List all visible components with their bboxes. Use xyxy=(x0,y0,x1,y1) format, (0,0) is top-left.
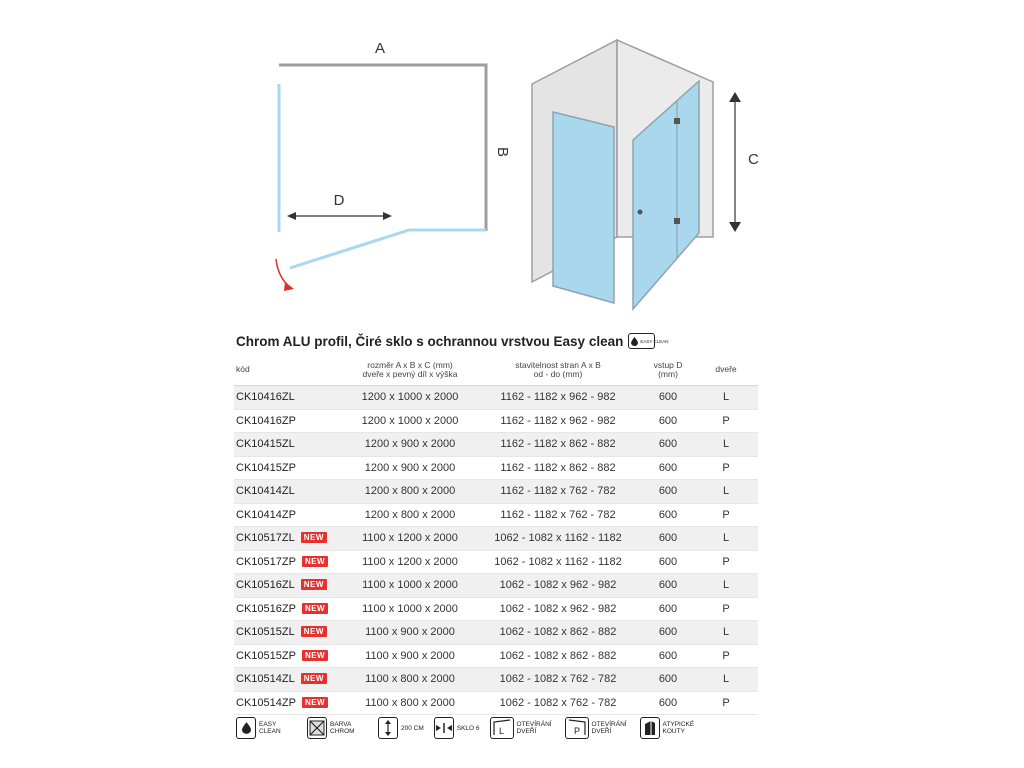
cell-entry: 600 xyxy=(642,480,694,504)
opening-right-icon xyxy=(565,717,589,739)
cell-size: 1100 x 1000 x 2000 xyxy=(346,597,474,621)
dimension-d-arrow-left xyxy=(287,212,296,220)
cell-adjust: 1162 - 1182 x 962 - 982 xyxy=(474,386,642,410)
dimension-c-arrow-top xyxy=(729,92,741,102)
cell-door: P xyxy=(694,597,758,621)
cell-door: P xyxy=(694,409,758,433)
new-badge: NEW xyxy=(302,603,328,614)
door-glass-open xyxy=(290,230,409,268)
table-row xyxy=(234,668,758,692)
header-size xyxy=(346,354,474,386)
product-code: CK10516ZL xyxy=(236,579,295,592)
new-badge: NEW xyxy=(302,556,328,567)
cell-code xyxy=(234,433,346,457)
cell-size: 1200 x 1000 x 2000 xyxy=(346,386,474,410)
product-code: CK10414ZP xyxy=(236,508,296,521)
easy-clean-badge xyxy=(628,333,669,349)
cell-adjust: 1062 - 1082 x 962 - 982 xyxy=(474,597,642,621)
door-swing-arrowhead xyxy=(284,282,294,291)
floor-plan-diagram xyxy=(276,40,511,291)
product-code: CK10515ZL xyxy=(236,626,295,639)
cell-door: L xyxy=(694,386,758,410)
cell-adjust: 1162 - 1182 x 762 - 782 xyxy=(474,503,642,527)
table-title: Chrom ALU profil, Čiré sklo s ochrannou vrstvou Easy clean xyxy=(236,333,624,349)
legend-easy-clean xyxy=(236,717,297,739)
color-chrome-icon xyxy=(307,717,327,739)
header-size-line1: rozměr A x B x C (mm) xyxy=(367,359,453,370)
legend-glass xyxy=(434,717,480,739)
cell-adjust: 1062 - 1082 x 962 - 982 xyxy=(474,574,642,598)
cell-entry: 600 xyxy=(642,574,694,598)
cell-door: L xyxy=(694,668,758,692)
cell-entry: 600 xyxy=(642,527,694,551)
table-row xyxy=(234,480,758,504)
cell-code xyxy=(234,386,346,410)
table-row xyxy=(234,386,758,410)
cell-entry: 600 xyxy=(642,409,694,433)
cell-code xyxy=(234,644,346,668)
cell-size: 1200 x 900 x 2000 xyxy=(346,433,474,457)
table-row xyxy=(234,597,758,621)
product-code: CK10416ZP xyxy=(236,414,296,427)
header-entry xyxy=(642,354,694,386)
label-c: C xyxy=(748,151,759,168)
legend-opening-left-letter: L xyxy=(498,726,504,736)
legend-opening-left xyxy=(490,717,555,739)
cell-size: 1100 x 1200 x 2000 xyxy=(346,527,474,551)
product-code: CK10416ZL xyxy=(236,391,295,404)
cell-size: 1100 x 800 x 2000 xyxy=(346,668,474,692)
cell-size: 1100 x 800 x 2000 xyxy=(346,691,474,715)
cell-size: 1100 x 1000 x 2000 xyxy=(346,574,474,598)
table-row xyxy=(234,527,758,551)
table-row xyxy=(234,433,758,457)
legend-opening-right xyxy=(565,717,630,739)
table-row xyxy=(234,644,758,668)
table-header-row xyxy=(234,354,758,386)
label-d: D xyxy=(333,192,345,209)
legend-label: BARVA CHROM xyxy=(330,721,355,735)
product-code: CK10414ZL xyxy=(236,485,295,498)
cell-adjust: 1062 - 1082 x 1162 - 1182 xyxy=(474,527,642,551)
drop-icon xyxy=(631,337,638,346)
cell-code xyxy=(234,691,346,715)
product-spec-table xyxy=(234,354,758,715)
cell-door: L xyxy=(694,480,758,504)
cell-size: 1100 x 900 x 2000 xyxy=(346,644,474,668)
cell-adjust: 1062 - 1082 x 762 - 782 xyxy=(474,691,642,715)
legend-label: SKLO 6 xyxy=(456,724,480,732)
cell-size: 1100 x 900 x 2000 xyxy=(346,621,474,645)
cell-door: L xyxy=(694,621,758,645)
atypical-corner-icon xyxy=(640,717,660,739)
cell-size: 1200 x 1000 x 2000 xyxy=(346,409,474,433)
door-swing-arrow xyxy=(276,259,291,288)
perspective-diagram xyxy=(532,40,759,309)
cell-door: P xyxy=(694,503,758,527)
cell-code xyxy=(234,527,346,551)
cell-entry: 600 xyxy=(642,597,694,621)
hinge-bottom xyxy=(674,218,680,224)
table-row xyxy=(234,621,758,645)
cell-adjust: 1162 - 1182 x 862 - 882 xyxy=(474,433,642,457)
cell-size: 1200 x 800 x 2000 xyxy=(346,480,474,504)
product-code: CK10514ZL xyxy=(236,673,295,686)
product-diagrams xyxy=(0,0,1024,320)
cell-code xyxy=(234,456,346,480)
height-icon xyxy=(378,717,398,739)
new-badge: NEW xyxy=(301,532,327,543)
dimension-c-arrow-bottom xyxy=(729,222,741,232)
cell-code xyxy=(234,621,346,645)
cell-adjust: 1062 - 1082 x 762 - 782 xyxy=(474,668,642,692)
cell-adjust: 1162 - 1182 x 762 - 782 xyxy=(474,480,642,504)
product-code: CK10415ZP xyxy=(236,461,296,474)
cell-entry: 600 xyxy=(642,503,694,527)
cell-size: 1100 x 1200 x 2000 xyxy=(346,550,474,574)
cell-code xyxy=(234,480,346,504)
legend-opening-right-letter: P xyxy=(573,726,580,736)
cell-entry: 600 xyxy=(642,691,694,715)
cell-entry: 600 xyxy=(642,668,694,692)
label-b: B xyxy=(494,147,511,158)
legend-label: OTEVÍRÁNÍ DVEŘÍ xyxy=(516,721,552,735)
label-a: A xyxy=(374,40,386,57)
cell-adjust: 1162 - 1182 x 962 - 982 xyxy=(474,409,642,433)
cell-entry: 600 xyxy=(642,433,694,457)
cell-entry: 600 xyxy=(642,644,694,668)
legend-label: OTEVÍRÁNÍ DVEŘÍ xyxy=(591,721,627,735)
easy-clean-badge-text: EASY CLEAN xyxy=(640,338,669,344)
cell-door: L xyxy=(694,574,758,598)
cell-entry: 600 xyxy=(642,621,694,645)
table-row xyxy=(234,503,758,527)
header-adjust-line1: stavitelnost stran A x B xyxy=(515,359,601,370)
table-row xyxy=(234,550,758,574)
drop-icon xyxy=(236,717,256,739)
legend-label: 200 CM xyxy=(401,724,424,732)
cell-code xyxy=(234,597,346,621)
cell-door: P xyxy=(694,550,758,574)
wall-outline xyxy=(279,65,486,231)
table-row xyxy=(234,456,758,480)
glass-thickness-icon xyxy=(434,717,454,739)
cell-door: L xyxy=(694,527,758,551)
new-badge: NEW xyxy=(301,579,327,590)
product-code: CK10514ZP xyxy=(236,696,296,709)
table-body xyxy=(234,386,758,715)
product-code: CK10515ZP xyxy=(236,649,296,662)
product-code: CK10517ZP xyxy=(236,555,296,568)
cell-adjust: 1162 - 1182 x 862 - 882 xyxy=(474,456,642,480)
table-title-row xyxy=(236,333,669,349)
door-handle-icon xyxy=(638,210,643,215)
product-code: CK10517ZL xyxy=(236,532,295,545)
legend-height xyxy=(378,717,424,739)
cell-adjust: 1062 - 1082 x 1162 - 1182 xyxy=(474,550,642,574)
cell-code xyxy=(234,550,346,574)
opening-left-icon xyxy=(490,717,514,739)
side-glass-panel xyxy=(553,112,614,303)
table-row xyxy=(234,409,758,433)
cell-adjust: 1062 - 1082 x 862 - 882 xyxy=(474,644,642,668)
cell-entry: 600 xyxy=(642,386,694,410)
cell-code xyxy=(234,574,346,598)
table-row xyxy=(234,691,758,715)
new-badge: NEW xyxy=(302,697,328,708)
feature-legend xyxy=(236,717,701,739)
product-code: CK10415ZL xyxy=(236,438,295,451)
new-badge: NEW xyxy=(301,673,327,684)
cell-door: P xyxy=(694,644,758,668)
header-adjust-line2: od - do (mm) xyxy=(533,368,583,379)
header-code: kód xyxy=(234,354,346,386)
cell-door: L xyxy=(694,433,758,457)
dimension-d-arrow-right xyxy=(383,212,392,220)
legend-atypical xyxy=(640,717,701,739)
header-adjust xyxy=(474,354,642,386)
cell-size: 1200 x 900 x 2000 xyxy=(346,456,474,480)
cell-entry: 600 xyxy=(642,550,694,574)
new-badge: NEW xyxy=(302,650,328,661)
header-entry-line2: (mm) xyxy=(658,368,678,379)
cell-adjust: 1062 - 1082 x 862 - 882 xyxy=(474,621,642,645)
product-code: CK10516ZP xyxy=(236,602,296,615)
table-row xyxy=(234,574,758,598)
hinge-top xyxy=(674,118,680,124)
cell-door: P xyxy=(694,691,758,715)
cell-code xyxy=(234,503,346,527)
header-door: dveře xyxy=(694,354,758,386)
new-badge: NEW xyxy=(301,626,327,637)
header-entry-line1: vstup D xyxy=(653,359,683,370)
cell-size: 1200 x 800 x 2000 xyxy=(346,503,474,527)
legend-label: ATYPICKÉ KOUTY xyxy=(662,721,695,735)
header-size-line2: dveře x pevný díl x výška xyxy=(362,368,458,379)
cell-code xyxy=(234,668,346,692)
cell-door: P xyxy=(694,456,758,480)
legend-color-chrome xyxy=(307,717,368,739)
legend-label: EASY CLEAN xyxy=(259,721,281,735)
cell-entry: 600 xyxy=(642,456,694,480)
cell-code xyxy=(234,409,346,433)
